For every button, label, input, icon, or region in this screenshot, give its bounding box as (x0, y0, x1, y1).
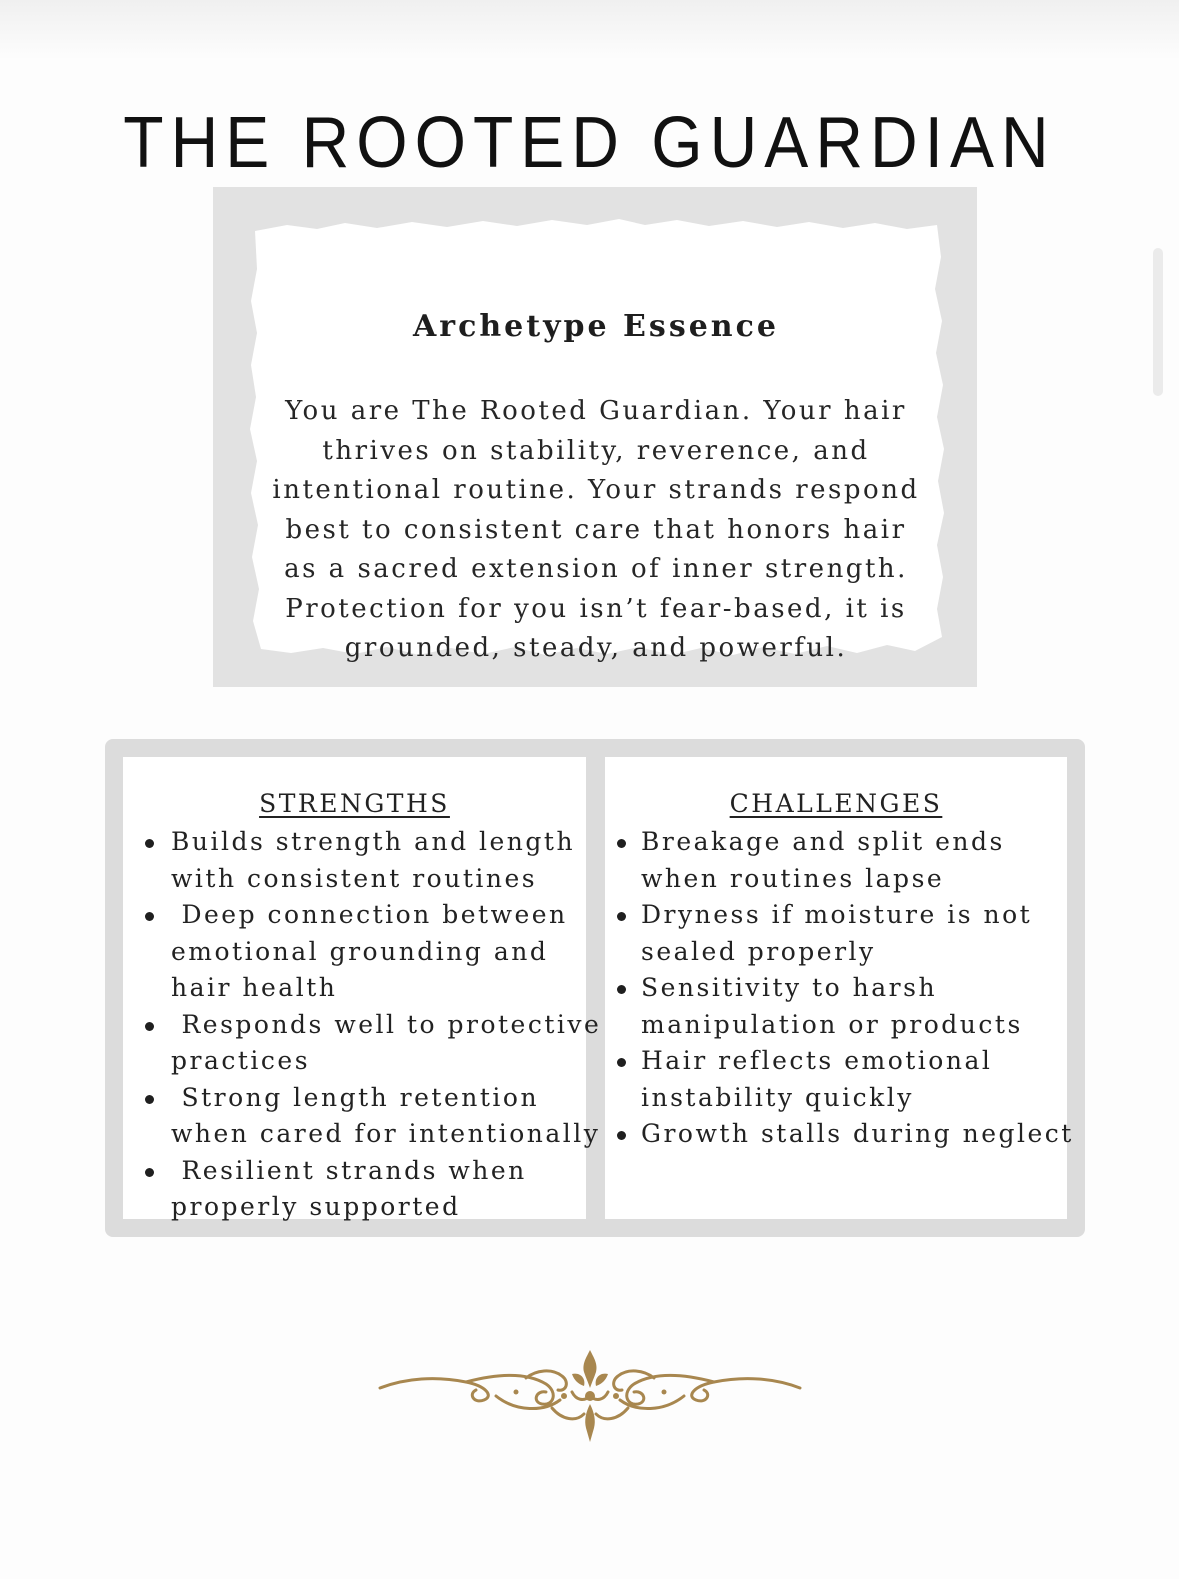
list-item-line: Sensitivity to harsh (641, 973, 938, 1002)
list-item-line: Hair reflects emotional (641, 1046, 993, 1075)
list-item-line: practices (171, 1046, 311, 1075)
list-item-line: sealed properly (641, 936, 876, 966)
list-item-line: Strong length retention (171, 1082, 540, 1112)
list-item (171, 1080, 601, 1153)
list-item-line: manipulation or products (641, 1009, 1023, 1039)
essence-frame (213, 187, 977, 687)
list-item-line: Growth stalls during neglect (641, 1119, 1074, 1148)
essence-heading: Archetype Essence (413, 309, 779, 344)
challenges-list (641, 824, 1074, 1153)
list-item-line: Responds well to protective (171, 1009, 602, 1039)
essence-line: best to consistent care that honors hair (285, 514, 907, 545)
list-item (171, 1153, 601, 1226)
list-item (171, 824, 601, 897)
list-item (641, 1043, 1071, 1116)
list-item-line: Builds strength and length (171, 827, 576, 856)
strengths-challenges-table (105, 739, 1085, 1237)
essence-line: You are The Rooted Guardian. Your hair (285, 396, 907, 426)
essence-line: intentional routine. Your strands respond (272, 475, 920, 505)
list-item (641, 970, 1071, 1043)
strengths-column (123, 757, 602, 1221)
list-item-line: instability quickly (641, 1082, 914, 1112)
list-item-line: hair health (171, 973, 338, 1002)
list-item (641, 1116, 1074, 1153)
challenges-heading: CHALLENGES (729, 789, 943, 818)
essence-paper (247, 217, 945, 663)
list-item-line: when routines lapse (641, 863, 945, 893)
list-item (171, 897, 601, 1007)
flourish-divider-icon (376, 1348, 804, 1444)
essence-line: grounded, steady, and powerful. (344, 633, 848, 663)
page-title: THE ROOTED GUARDIAN (123, 101, 1056, 183)
essence-body (247, 392, 945, 669)
list-item-line: Resilient strands when (171, 1155, 527, 1185)
scroll-indicator[interactable] (1153, 248, 1163, 396)
essence-line: Protection for you isn’t fear-based, it is (285, 593, 907, 624)
list-item-line: with consistent routines (171, 863, 538, 893)
list-item-line: Breakage and split ends (641, 827, 1005, 856)
list-item-line: Dryness if moisture is not (641, 900, 1033, 929)
list-item-line: Deep connection between (171, 900, 568, 929)
essence-line: as a sacred extension of inner strength. (284, 554, 908, 584)
list-item (641, 897, 1071, 970)
list-item-line: when cared for intentionally (171, 1119, 601, 1148)
strengths-list (171, 824, 601, 1226)
list-item (641, 824, 1071, 897)
challenges-column (605, 757, 1074, 1219)
essence-line: thrives on stability, reverence, and (322, 435, 870, 466)
list-item-line: emotional grounding and (171, 936, 549, 966)
top-shade (0, 0, 1179, 60)
list-item (171, 1007, 601, 1080)
strengths-heading: STRENGTHS (259, 789, 450, 818)
list-item-line: properly supported (171, 1192, 461, 1221)
